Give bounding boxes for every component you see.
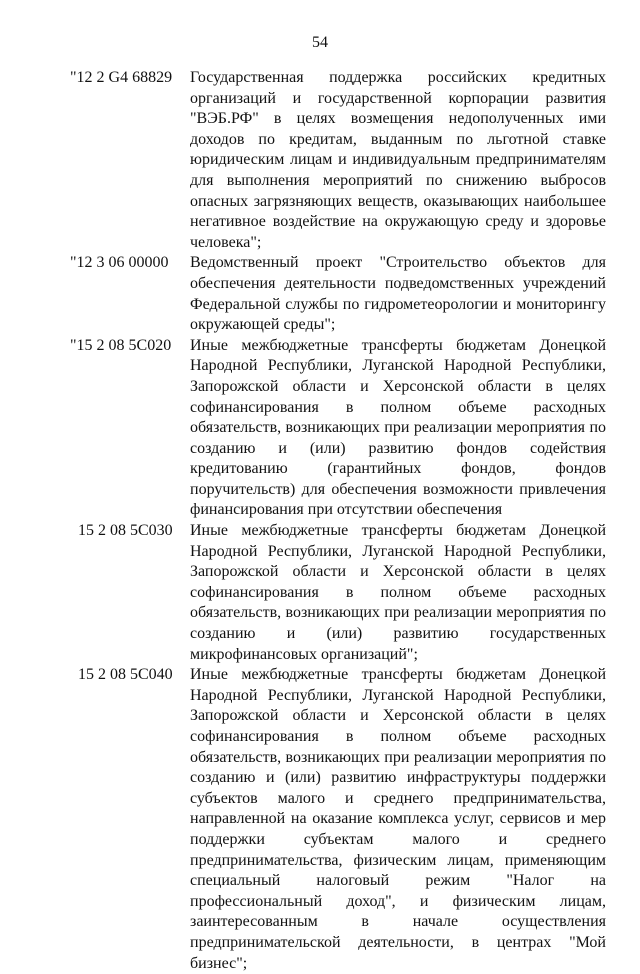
- budget-code: "12 3 06 00000: [70, 254, 169, 272]
- page-number: 54: [312, 34, 328, 51]
- entry-text: Государственная поддержка российских кредитных организаций и государственной корпорации развития "ВЭБ.РФ" в целях возмещения недополученных ими доходов по кредитам, выданным по льготной ставке юридическим лицам и индивидуальным предпринимателям для выполнения мероприятий по снижению выбросов опасных загрязняющих веществ, оказывающих наибольшее негативное воздействие на окружающую среду и здоровье человека";: [190, 69, 606, 251]
- list-item: [70, 665, 606, 974]
- list-item: [70, 336, 606, 521]
- budget-code: "12 2 G4 68829: [70, 69, 173, 86]
- entry-text: Иные межбюджетные трансферты бюджетам Донецкой Народной Республики, Луганской Народной Республики, Запорожской области и Херсонской области в целях софинансирования в полном объеме расходных обязательств, возникающих при реализации мероприятия по созданию и (или) развитию инфраструктуры поддержки субъектов малого и среднего предпринимательства, направленной на оказание комплекса услуг, сервисов и мер поддержки субъектам малого и среднего предпринимательства, физическим лицам, применяющим специальный налоговый режим "Налог на профессиональный доход", и физическим лицам, заинтересованным в начале осуществления предпринимательской деятельности, в центрах "Мой бизнес";: [190, 666, 606, 972]
- list-item: [70, 253, 606, 335]
- list-item: [70, 521, 606, 665]
- budget-code: 15 2 08 5C030: [78, 522, 173, 540]
- entries-list: [70, 68, 606, 974]
- entry-text: Иные межбюджетные трансферты бюджетам Донецкой Народной Республики, Луганской Народной Республики, Запорожской области и Херсонской области в целях софинансирования в полном объеме расходных обязательств, возникающих при реализации мероприятия по созданию и (или) развитию государственных микрофинансовых организаций";: [190, 522, 606, 663]
- entry-text: Ведомственный проект "Строительство объектов для обеспечения деятельности подведомственных учреждений Федеральной службы по гидрометеорологии и мониторингу окружающей среды";: [190, 254, 606, 334]
- budget-code: 15 2 08 5C040: [78, 666, 173, 684]
- budget-code: "15 2 08 5C020: [70, 336, 172, 354]
- entry-text: Иные межбюджетные трансферты бюджетам Донецкой Народной Республики, Луганской Народной Республики, Запорожской области и Херсонской области в целях софинансирования в полном объеме расходных обязательств, возникающих при реализации мероприятия по созданию и (или) развитию фондов содействия кредитованию (гарантийных фондов, фондов поручительств) для обеспечения возможности привлечения финансирования при отсутствии обеспечения: [190, 336, 606, 519]
- list-item: [70, 68, 606, 253]
